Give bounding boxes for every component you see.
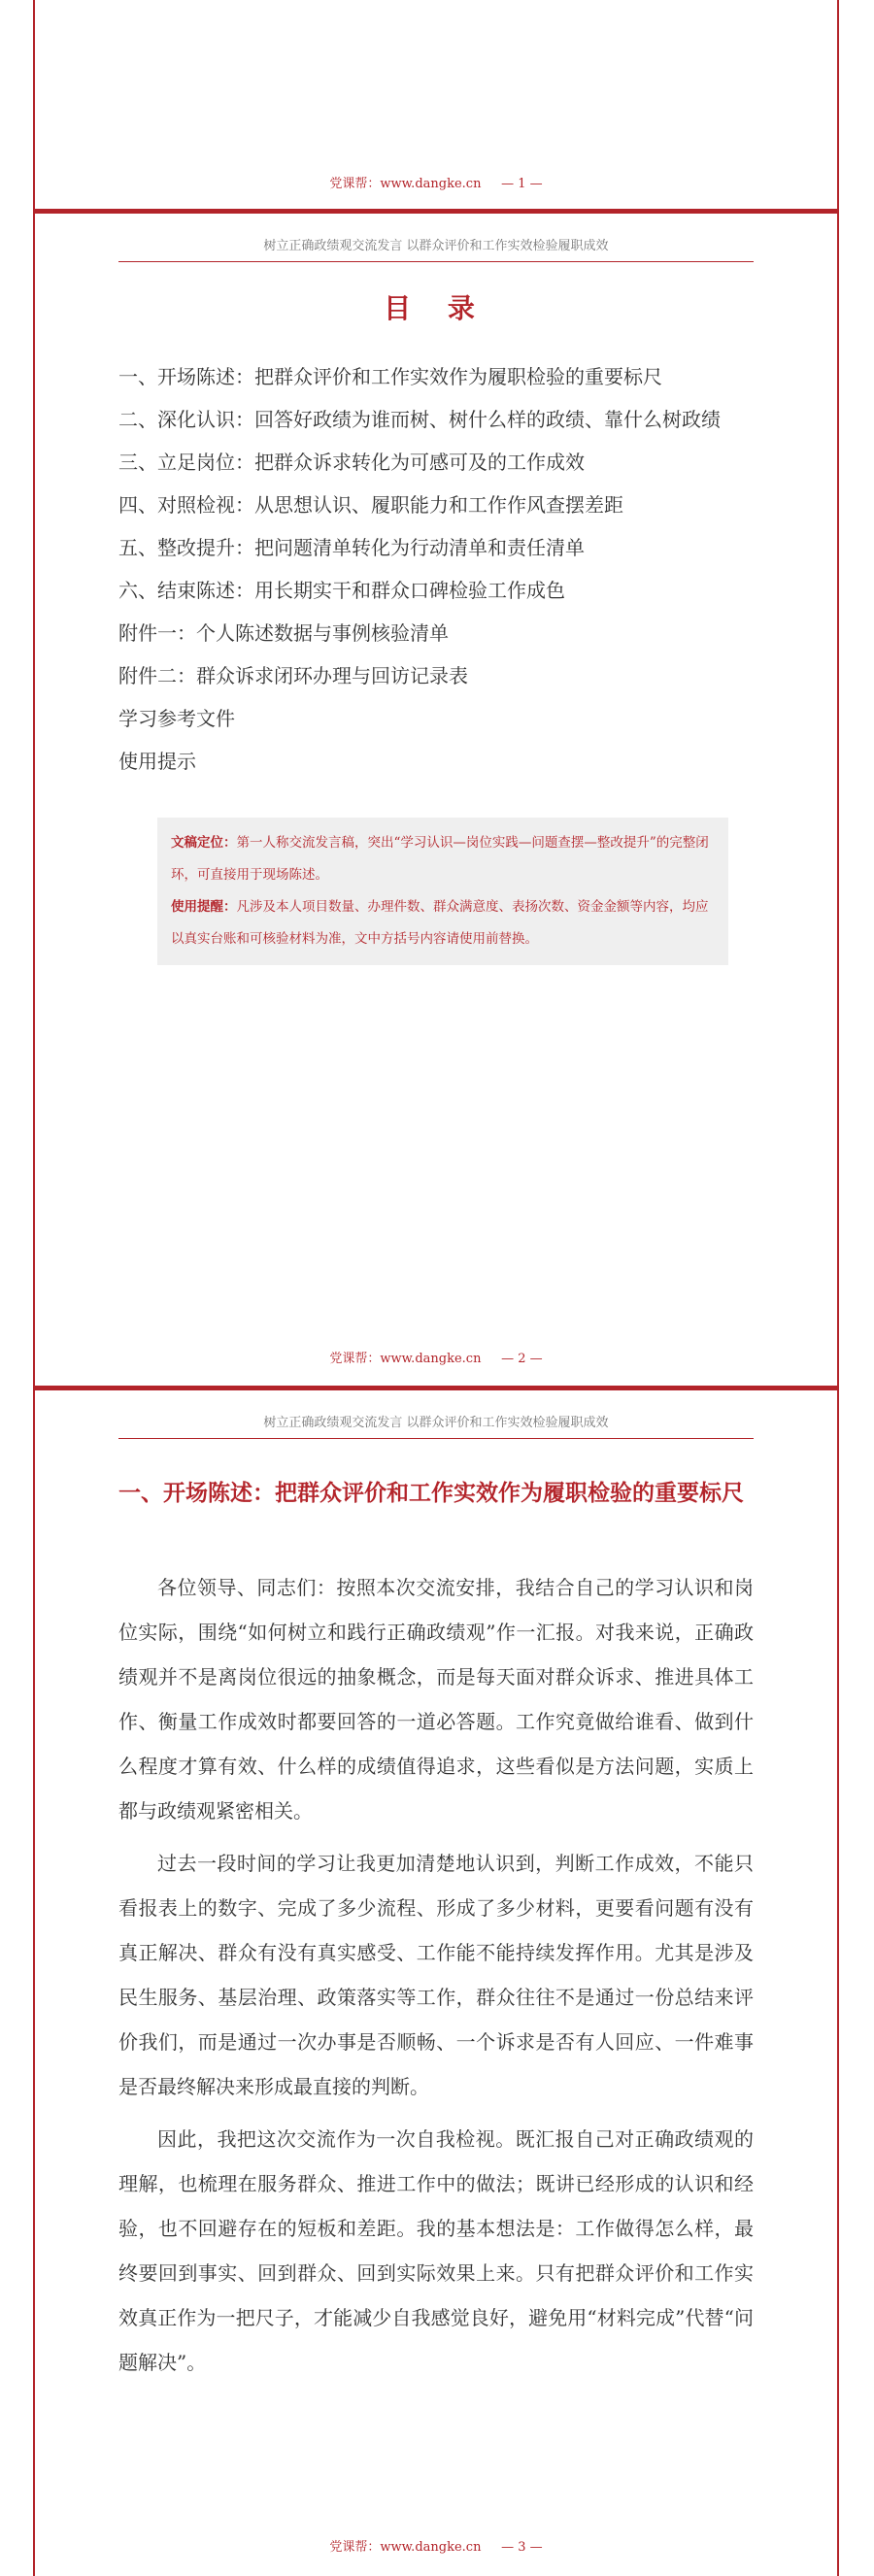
page-3	[33, 1388, 839, 2576]
toc-item[interactable]: 附件二：群众诉求闭环办理与回访记录表	[118, 664, 468, 687]
usage-notice-box	[157, 818, 728, 965]
section-body	[118, 1565, 754, 2392]
page-1	[33, 0, 839, 212]
positioning-text: 第一人称交流发言稿，突出“学习认识—岗位实践—问题查摆—整改提升”的完整闭环，可直接用于现场陈述。	[171, 835, 709, 883]
reminder-note	[171, 891, 715, 955]
paragraph: 因此，我把这次交流作为一次自我检视。既汇报自己对正确政绩观的理解，也梳理在服务群众、推进工作中的做法；既讲已经形成的认识和经验，也不回避存在的短板和差距。我的基本想法是：工作做得怎么样，最终要回到事实、回到群众、回到实际效果上来。只有把群众评价和工作实效真正作为一把尺子，才能减少自我感觉良好，避免用“材料完成”代替“问题解决”。	[118, 2127, 754, 2374]
running-header: 树立正确政绩观交流发言 以群众评价和工作实效检验履职成效	[118, 235, 754, 262]
page-footer: 党课帮：www.dangke.cn — 2 —	[329, 1352, 543, 1366]
toc-item[interactable]: 五、整改提升：把问题清单转化为行动清单和责任清单	[118, 536, 585, 559]
reminder-key: 使用提醒：	[171, 899, 237, 915]
toc-item[interactable]: 使用提示	[118, 750, 196, 773]
toc-item[interactable]: 学习参考文件	[118, 707, 235, 730]
page-footer: 党课帮：www.dangke.cn — 1 —	[329, 177, 543, 191]
toc-item[interactable]: 二、深化认识：回答好政绩为谁而树、树什么样的政绩、靠什么树政绩	[118, 408, 721, 431]
toc-item[interactable]: 六、结束陈述：用长期实干和群众口碑检验工作成色	[118, 579, 565, 602]
paragraph: 各位领导、同志们：按照本次交流安排，我结合自己的学习认识和岗位实际，围绕“如何树立和践行正确政绩观”作一汇报。对我来说，正确政绩观并不是离岗位很远的抽象概念，而是每天面对群众诉求、推进具体工作、衡量工作成效时都要回答的一道必答题。工作究竟做给谁看、做到什么程度才算有效、什么样的成绩值得追求，这些看似是方法问题，实质上都与政绩观紧密相关。	[118, 1576, 754, 1823]
toc-item[interactable]: 一、开场陈述：把群众评价和工作实效作为履职检验的重要标尺	[118, 365, 662, 388]
table-of-contents	[118, 355, 754, 783]
running-header: 树立正确政绩观交流发言 以群众评价和工作实效检验履职成效	[118, 1412, 754, 1439]
toc-item[interactable]: 四、对照检视：从思想认识、履职能力和工作作风查摆差距	[118, 493, 623, 517]
page-2	[33, 212, 839, 1388]
positioning-note	[171, 827, 715, 891]
positioning-key: 文稿定位：	[171, 835, 237, 851]
page-footer: 党课帮：www.dangke.cn — 3 —	[329, 2540, 543, 2555]
reminder-text: 凡涉及本人项目数量、办理件数、群众满意度、表扬次数、资金金额等内容，均应以真实台账和可核验材料为准，文中方括号内容请使用前替换。	[171, 899, 709, 947]
toc-title: 目 录	[384, 292, 488, 324]
paragraph: 过去一段时间的学习让我更加清楚地认识到，判断工作成效，不能只看报表上的数字、完成了多少流程、形成了多少材料，更要看问题有没有真正解决、群众有没有真实感受、工作能不能持续发挥作用。尤其是涉及民生服务、基层治理、政策落实等工作，群众往往不是通过一份总结来评价我们，而是通过一次办事是否顺畅、一个诉求是否有人回应、一件难事是否最终解决来形成最直接的判断。	[118, 1852, 754, 2098]
toc-item[interactable]: 三、立足岗位：把群众诉求转化为可感可及的工作成效	[118, 451, 585, 474]
section-heading: 一、开场陈述：把群众评价和工作实效作为履职检验的重要标尺	[118, 1480, 744, 1506]
toc-item[interactable]: 附件一：个人陈述数据与事例核验清单	[118, 621, 449, 645]
